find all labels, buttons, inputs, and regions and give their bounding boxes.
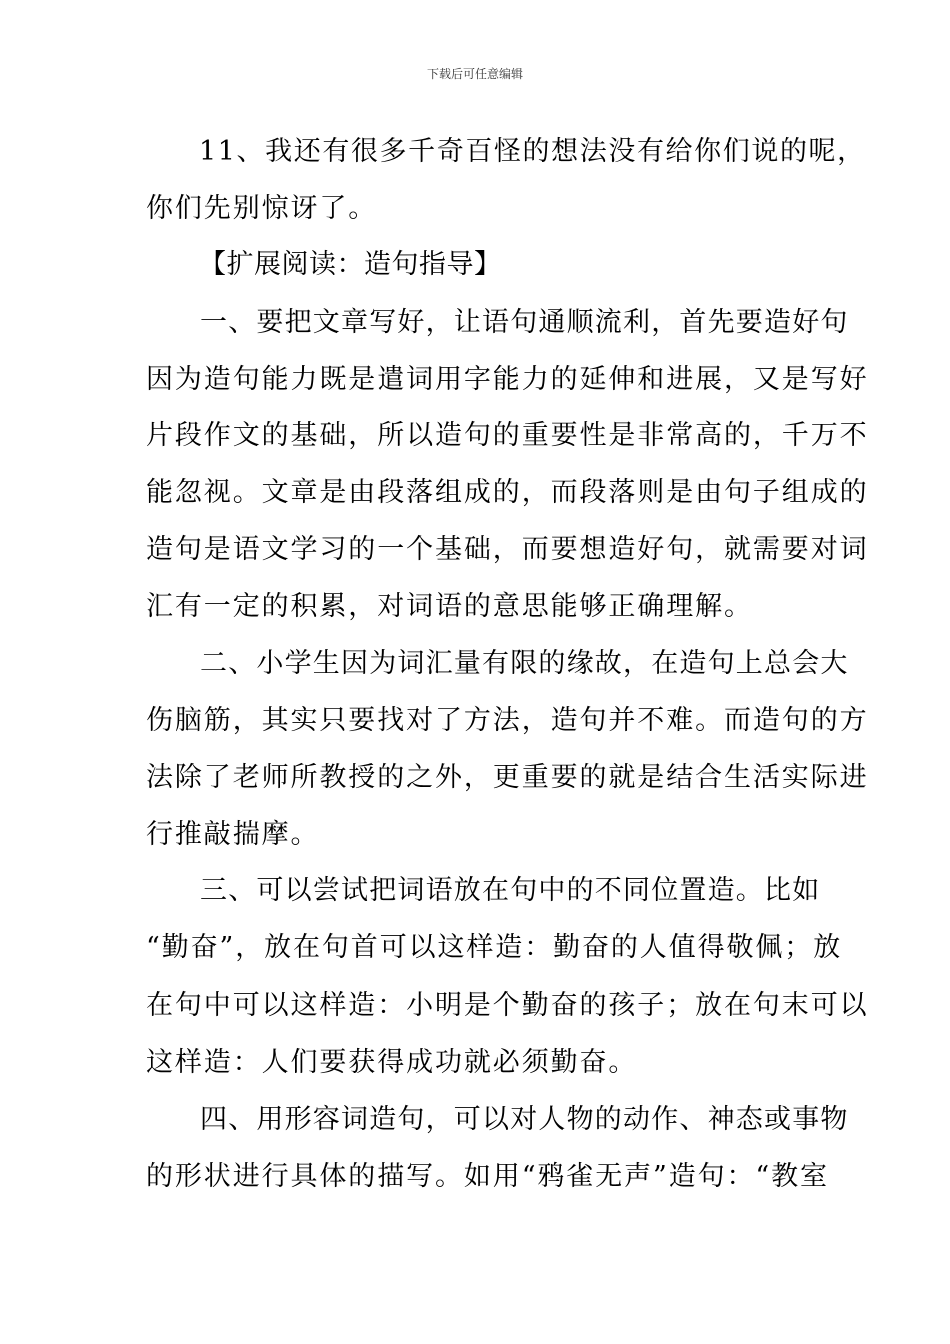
text-line: 汇有一定的积累，对词语的意思能够正确理解。 <box>146 591 753 622</box>
text-line: 11、我还有很多千奇百怪的想法没有给你们说的呢， <box>199 136 866 167</box>
text-line: 一、要把文章写好，让语句通顺流利，首先要造好句 <box>200 307 849 338</box>
text-line: 行推敲揣摩。 <box>146 819 320 850</box>
text-line: 的形状进行具体的描写。如用“鸦雀无声”造句：“教室 <box>146 1161 829 1192</box>
text-line: 在句中可以这样造：小明是个勤奋的孩子；放在句末可以 <box>146 990 869 1021</box>
text-line: 能忽视。文章是由段落组成的，而段落则是由句子组成的 <box>146 477 869 508</box>
text-line: 这样造：人们要获得成功就必须勤奋。 <box>146 1047 638 1078</box>
section-heading: 【扩展阅读：造句指导】 <box>199 249 502 280</box>
text-line: 伤脑筋，其实只要找对了方法，造句并不难。而造句的方 <box>146 705 869 736</box>
page-header: 下载后可任意编辑 <box>426 67 523 81</box>
text-line: “勤奋”，放在句首可以这样造：勤奋的人值得敬佩；放 <box>146 932 843 963</box>
text-line: 法除了老师所教授的之外，更重要的就是结合生活实际进 <box>146 762 869 793</box>
text-line: 片段作文的基础，所以造句的重要性是非常高的，千万不 <box>146 420 869 451</box>
text-line: 四、用形容词造句，可以对人物的动作、神态或事物 <box>200 1104 849 1135</box>
text-line: 因为造句能力既是遣词用字能力的延伸和进展，又是写好 <box>146 364 869 395</box>
text-line: 你们先别惊讶了。 <box>146 193 378 224</box>
text-line: 三、可以尝试把词语放在句中的不同位置造。比如 <box>200 875 821 906</box>
text-line: 二、小学生因为词汇量有限的缘故，在造句上总会大 <box>200 648 849 679</box>
text-line: 造句是语文学习的一个基础，而要想造好句，就需要对词 <box>146 534 869 565</box>
